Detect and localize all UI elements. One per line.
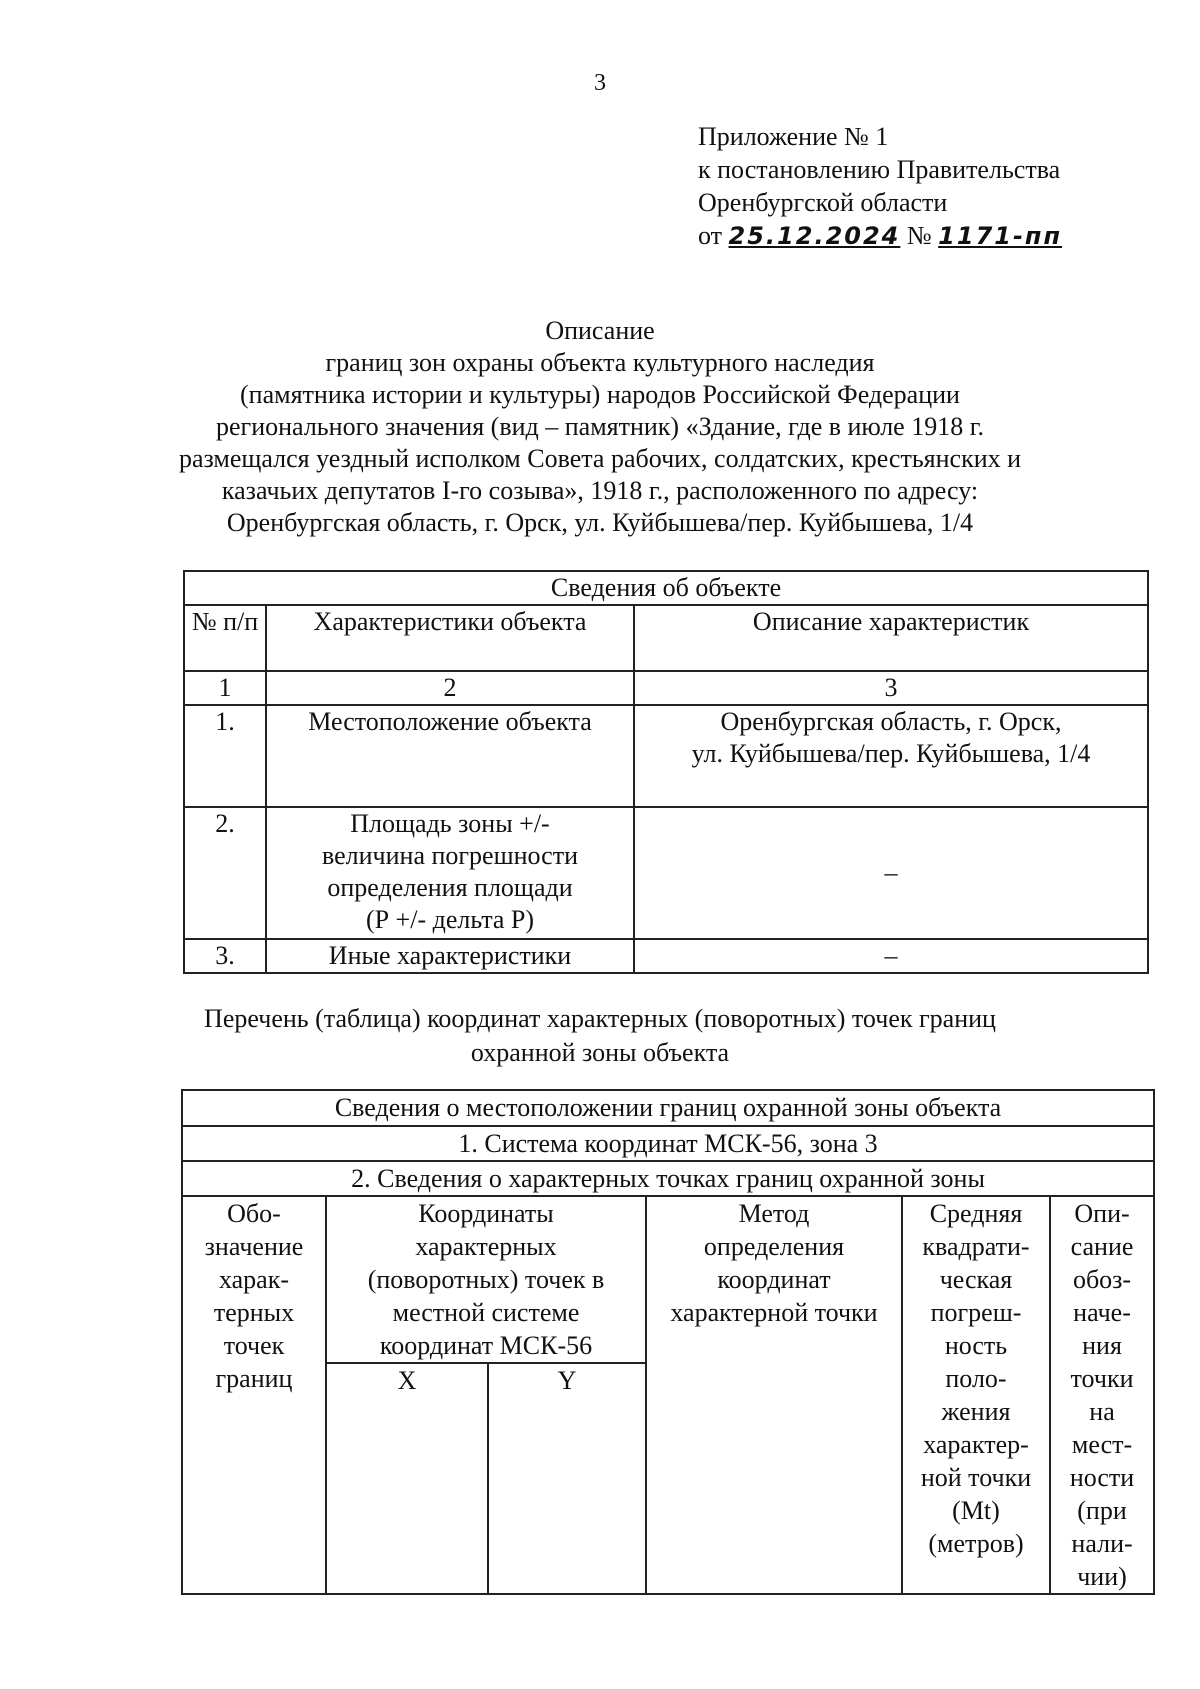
cell-line: ность	[944, 1331, 1008, 1360]
appendix-line-3: Оренбургской области	[698, 188, 948, 217]
appendix-number: 1171-пп	[938, 222, 1063, 250]
row-num: 3.	[184, 939, 266, 973]
row-description: –	[634, 807, 1148, 939]
title-line: (памятника истории и культуры) народов Российской Федерации	[240, 380, 960, 409]
subtitle-line: охранной зоны объекта	[470, 1038, 730, 1067]
cell-line: характерной точки	[670, 1298, 878, 1327]
cell-line: Опи-	[1074, 1199, 1130, 1228]
row-description: –	[634, 939, 1148, 973]
cell-line: значение	[204, 1232, 304, 1261]
col-designation	[182, 1196, 326, 1594]
appendix-line-2: к постановлению Правительства	[698, 155, 1061, 184]
appendix-num-sign: №	[906, 221, 932, 250]
cell-line: характерных	[415, 1232, 557, 1261]
cell-line: обоз-	[1072, 1265, 1132, 1294]
characteristic-line: (Р +/- дельта Р)	[365, 905, 535, 934]
cell-line: границ	[215, 1364, 293, 1393]
document-title	[150, 315, 1050, 539]
appendix-block	[698, 120, 1062, 253]
cell-line: определения	[703, 1232, 845, 1261]
col-y: Y	[488, 1363, 646, 1594]
header-characteristics: Характеристики объекта	[266, 605, 634, 671]
cell-line: местной системе	[392, 1298, 580, 1327]
subtitle-line: Перечень (таблица) координат характерных (поворотных) точек границ	[204, 1004, 996, 1033]
title-line: размещался уездный исполком Совета рабочих, солдатских, крестьянских и	[178, 444, 1022, 473]
characteristic-line: Площадь зоны +/-	[350, 809, 550, 838]
cell-line: (метров)	[928, 1529, 1024, 1558]
title-line: Оренбургская область, г. Орск, ул. Куйбышева/пер. Куйбышева, 1/4	[226, 508, 974, 537]
row-num: 2.	[184, 807, 266, 939]
col-description	[1050, 1196, 1154, 1594]
col-x: X	[326, 1363, 488, 1594]
col-method	[646, 1196, 902, 1594]
cell-line: сание	[1070, 1232, 1134, 1261]
characteristic-line: величина погрешности	[321, 841, 578, 870]
cell-line: (при	[1077, 1496, 1127, 1525]
cell-line: Средняя	[929, 1199, 1023, 1228]
coords-row-location: Сведения о местоположении границ охранной зоны объекта	[182, 1090, 1154, 1126]
cell-line: ной точки	[920, 1463, 1032, 1492]
cell-line: харак-	[218, 1265, 290, 1294]
cell-line: Метод	[738, 1199, 810, 1228]
appendix-ot: от	[698, 221, 723, 250]
title-line: регионального значения (вид – памятник) «Здание, где в июле 1918 г.	[216, 412, 984, 441]
row-num: 1.	[184, 705, 266, 807]
cell-line: чии)	[1077, 1562, 1127, 1591]
header-num: № п/п	[184, 605, 266, 671]
description-line: Оренбургская область, г. Орск,	[720, 707, 1062, 736]
title-line: Описание	[545, 316, 655, 345]
cell-line: квадрати-	[922, 1232, 1030, 1261]
title-line: казачьих депутатов I-го созыва», 1918 г., расположенного по адресу:	[221, 476, 979, 505]
appendix-line-4	[698, 219, 1062, 253]
appendix-line-1: Приложение № 1	[698, 122, 889, 151]
row-description	[634, 705, 1148, 807]
coords-row-system: 1. Система координат МСК-56, зона 3	[182, 1126, 1154, 1161]
cell-line: мест-	[1071, 1430, 1133, 1459]
cell-line: (Mt)	[952, 1496, 1000, 1525]
appendix-date: 25.12.2024	[728, 222, 901, 250]
cell-line: терных	[213, 1298, 295, 1327]
row-characteristic: Иные характеристики	[266, 939, 634, 973]
cell-line: (поворотных) точек в	[367, 1265, 605, 1294]
row-characteristic: Местоположение объекта	[266, 705, 634, 807]
cell-line: точки	[1070, 1364, 1134, 1393]
col-coordinates	[326, 1196, 646, 1363]
header-description: Описание характеристик	[634, 605, 1148, 671]
cell-line: наче-	[1073, 1298, 1131, 1327]
cell-line: ческая	[939, 1265, 1013, 1294]
characteristic-line: определения площади	[327, 873, 573, 902]
cell-line: Координаты	[418, 1199, 554, 1228]
cell-line: жения	[941, 1397, 1011, 1426]
cell-line: координат	[717, 1265, 831, 1294]
cell-line: Обо-	[227, 1199, 281, 1228]
title-line: границ зон охраны объекта культурного наследия	[325, 348, 875, 377]
coordinates-list-title	[150, 1002, 1050, 1070]
coordinates-table	[181, 1089, 1155, 1595]
page-number: 3	[594, 70, 606, 96]
index-cell: 3	[634, 671, 1148, 705]
coords-row-points: 2. Сведения о характерных точках границ охранной зоны	[182, 1161, 1154, 1196]
cell-line: на	[1089, 1397, 1115, 1426]
index-cell: 2	[266, 671, 634, 705]
cell-line: поло-	[945, 1364, 1007, 1393]
cell-line: точек	[223, 1331, 285, 1360]
index-cell: 1	[184, 671, 266, 705]
col-mean-error	[902, 1196, 1050, 1594]
cell-line: нали-	[1071, 1529, 1133, 1558]
object-info-table	[183, 570, 1149, 974]
cell-line: координат МСК-56	[379, 1331, 593, 1360]
description-line: ул. Куйбышева/пер. Куйбышева, 1/4	[691, 739, 1091, 768]
row-characteristic	[266, 807, 634, 939]
cell-line: ния	[1082, 1331, 1122, 1360]
object-table-caption: Сведения об объекте	[184, 571, 1148, 605]
cell-line: ности	[1069, 1463, 1135, 1492]
cell-line: погреш-	[930, 1298, 1022, 1327]
cell-line: характер-	[923, 1430, 1029, 1459]
